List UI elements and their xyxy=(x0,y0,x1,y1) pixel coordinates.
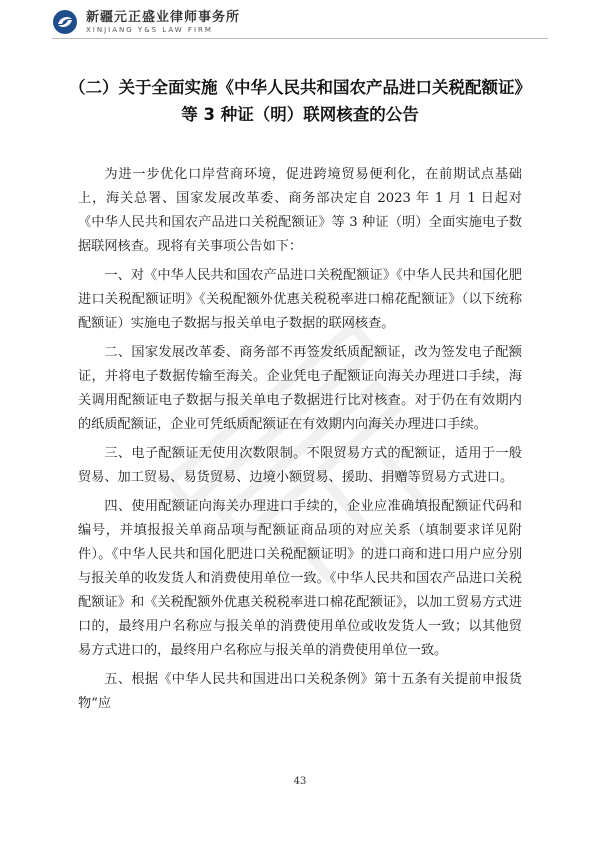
announcement-body xyxy=(78,163,522,721)
firm-name-cn: 新疆元正盛业律师事务所 xyxy=(86,9,241,25)
page-number: 43 xyxy=(293,776,307,787)
paragraph-item-3: 三、电子配额证无使用次数限制。不限贸易方式的配额证，适用于一般贸易、加工贸易、易货贸易、边境小额贸易、援助、捐赠等贸易方式进口。 xyxy=(78,446,522,485)
firm-name-block xyxy=(86,11,240,34)
header-divider xyxy=(52,38,548,39)
paragraph-item-1: 一、对《中华人民共和国农产品进口关税配额证》《中华人民共和国化肥进口关税配额证明》《关税配额外优惠关税税率进口棉花配额证》（以下统称配额证）实施电子数据与报关单电子数据的联网核查。 xyxy=(78,268,522,331)
page-header xyxy=(52,6,240,38)
paragraph-item-2: 二、国家发展改革委、商务部不再签发纸质配额证，改为签发电子配额证，并将电子数据传输至海关。企业凭电子配额证向海关办理进口手续，海关调用配额证电子数据与报关单电子数据进行比对核查。对于仍在有效期内的纸质配额证，企业可凭纸质配额证在有效期内向海关办理进口手续。 xyxy=(78,345,522,432)
title-line-1: （二）关于全面实施《中华人民共和国农产品进口关税配额证》 xyxy=(69,78,531,97)
paragraph-item-5: 五、根据《中华人民共和国进出口关税条例》第十五条有关提前申报货物“应 xyxy=(78,672,522,711)
announcement-title xyxy=(40,74,560,128)
firm-name-en: XINJIANG Y&S LAW FIRM xyxy=(86,25,213,34)
swirl-logo-icon xyxy=(52,9,78,35)
title-line-2: 等 3 种证（明）联网核查的公告 xyxy=(181,105,419,124)
paragraph-item-4: 四、使用配额证向海关办理进口手续的，企业应准确填报配额证代码和编号，并填报报关单商品项与配额证商品项的对应关系（填制要求详见附件）。《中华人民共和国化肥进口关税配额证明》的进口商和进口用户应分别与报关单的收发货人和消费使用单位一致。《中华人民共和国农产品进口关税配额证》和《关税配额外优惠关税税率进口棉花配额证》，以加工贸易方式进口的，最终用户名称应与报关单的消费使用单位或收发货人一致；以其他贸易方式进口的，最终用户名称应与报关单的消费使用单位一致。 xyxy=(78,499,522,658)
paragraph-intro: 为进一步优化口岸营商环境，促进跨境贸易便利化，在前期试点基础上，海关总署、国家发展改革委、商务部决定自 2023 年 1 月 1 日起对《中华人民共和国农产品进口关税配额证》等 3 种证（明）全面实施电子数据联网核查。现将有关事项公告如下： xyxy=(78,167,522,254)
